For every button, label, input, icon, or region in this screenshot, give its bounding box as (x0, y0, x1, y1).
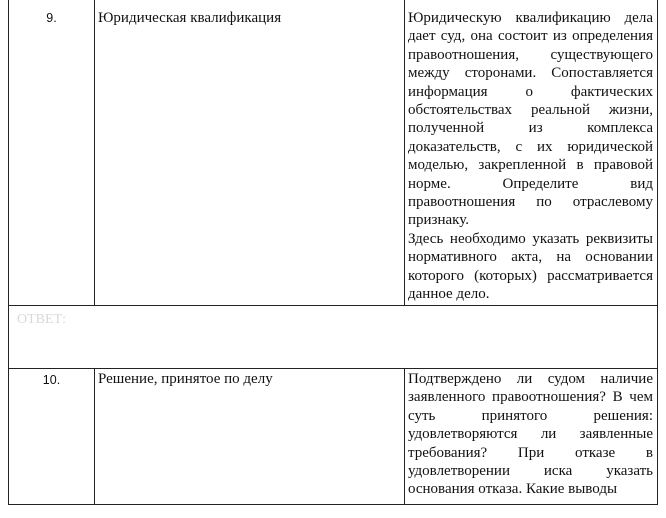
row-number: 10. (9, 369, 95, 505)
row-title: Юридическая квалификация (95, 0, 405, 306)
description-paragraph: Юридическую квалификацию дела дает суд, она состоит из определения правоотношения, существующего между сторонами. Сопоставляется информация о фактических обстоятельствах реальной жизни, полученной из комплекса доказательств, с их юридической моделью, закрепленной в правовой норме. Определите вид правоотношения по отраслевому признаку. (408, 10, 653, 229)
answer-label: ОТВЕТ: (17, 312, 66, 327)
row-description (405, 369, 658, 505)
description-paragraph: Здесь необходимо указать реквизиты нормативного акта, на основании которого (которых) рассматривается данное дело. (408, 230, 653, 303)
row-description (405, 0, 658, 306)
row-number: 9. (9, 0, 95, 306)
answer-field[interactable] (9, 306, 658, 369)
description-paragraph: Подтверждено ли судом наличие заявленного правоотношения? В чем суть принятого решения: удовлетворяются ли заявленные требования? При отказе в удовлетворении иска указать основания отказа. Какие выводы (408, 371, 653, 498)
answer-row (9, 306, 658, 369)
table-row (9, 369, 658, 505)
row-title: Решение, принятое по делу (95, 369, 405, 505)
table-row (9, 0, 658, 306)
case-analysis-table (8, 0, 658, 505)
